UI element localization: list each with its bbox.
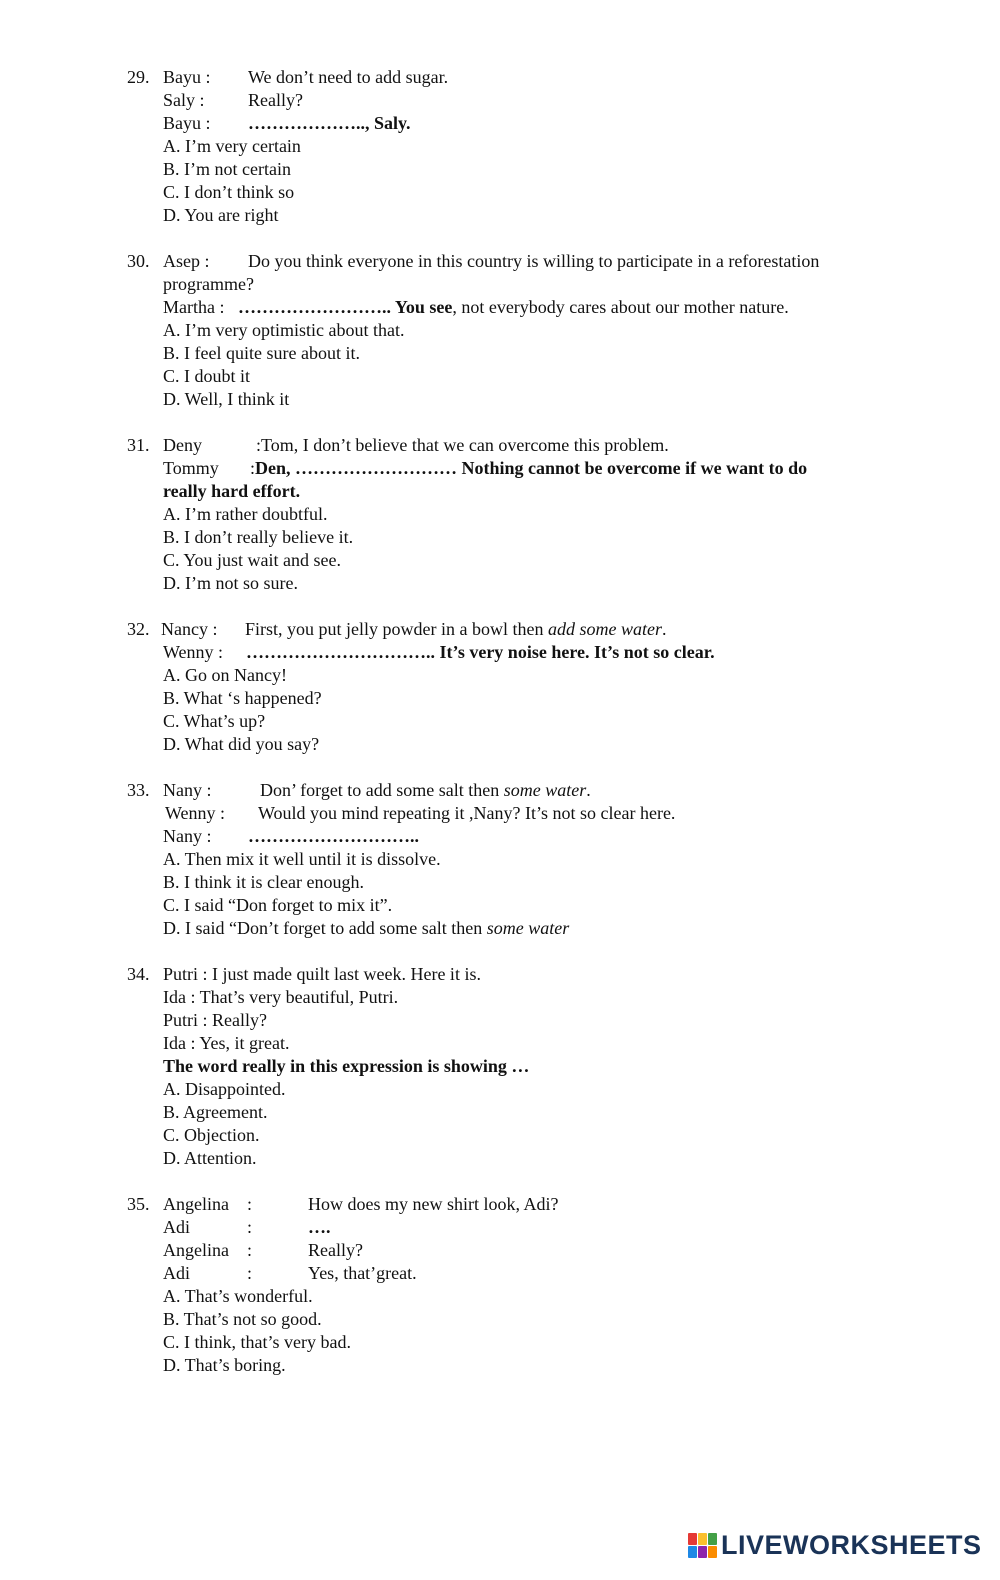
speaker: Bayu : xyxy=(163,67,211,87)
dialogue-line: Do you think everyone in this country is willing to participate in a reforestation xyxy=(248,251,820,271)
option-a[interactable]: A. I’m rather doubtful. xyxy=(163,504,328,524)
option-d[interactable]: D. What did you say? xyxy=(163,734,320,754)
speaker: Nancy : xyxy=(161,619,218,639)
option-a[interactable]: A. I’m very optimistic about that. xyxy=(163,320,405,340)
speaker: Tommy xyxy=(163,458,219,478)
dialogue-text: Don’ forget to add some salt then xyxy=(260,780,504,800)
dialogue-line: First, you put jelly powder in a bowl then add some water. xyxy=(245,619,667,639)
colon: : xyxy=(247,1263,253,1283)
dialogue-line: Yes, that’great. xyxy=(308,1263,417,1283)
logo-blocks-icon xyxy=(688,1533,717,1558)
speaker: Wenny : xyxy=(165,803,226,823)
answer-blank: ………………………….. It’s very noise here. It’s not so clear. xyxy=(246,642,715,662)
option-b[interactable]: B. I feel quite sure about it. xyxy=(163,343,360,363)
colon: : xyxy=(247,1194,253,1214)
dialogue-line: Really? xyxy=(248,90,303,110)
option-d[interactable]: D. You are right xyxy=(163,205,279,225)
dialogue-line: Really? xyxy=(308,1240,363,1260)
dialogue-line: Putri : Really? xyxy=(163,1010,267,1030)
question-number: 32. xyxy=(127,619,150,639)
colon: : xyxy=(247,1240,253,1260)
option-b[interactable]: B. What ‘s happened? xyxy=(163,688,322,708)
dialogue-line-cont: programme? xyxy=(163,274,254,294)
option-c[interactable]: C. I doubt it xyxy=(163,366,251,386)
logo-block xyxy=(708,1546,717,1558)
option-d[interactable]: D. Well, I think it xyxy=(163,389,290,409)
option-b[interactable]: B. I think it is clear enough. xyxy=(163,872,364,892)
option-b[interactable]: B. I’m not certain xyxy=(163,159,291,179)
colon: : xyxy=(250,458,256,478)
option-c[interactable]: C. You just wait and see. xyxy=(163,550,342,570)
speaker: Nany : xyxy=(163,826,212,846)
speaker: Adi xyxy=(163,1217,190,1237)
option-b[interactable]: B. That’s not so good. xyxy=(163,1309,322,1329)
dialogue-line xyxy=(250,457,807,480)
answer-blank: …. xyxy=(308,1217,331,1237)
logo-text: LIVEWORKSHEETS xyxy=(721,1529,982,1560)
option-c[interactable]: C. Objection. xyxy=(163,1125,260,1145)
logo-block xyxy=(698,1546,707,1558)
answer-blank: Den, ……………………… Nothing cannot be overcome if we want to do xyxy=(255,458,808,478)
option-c[interactable]: C. What’s up? xyxy=(163,711,266,731)
option-a[interactable]: A. Go on Nancy! xyxy=(163,665,287,685)
option-d[interactable]: D. I’m not so sure. xyxy=(163,573,298,593)
dialogue-line: We don’t need to add sugar. xyxy=(248,67,449,87)
option-a[interactable]: A. Disappointed. xyxy=(163,1079,286,1099)
option-a[interactable]: A. I’m very certain xyxy=(163,136,301,156)
dialogue-text: First, you put jelly powder in a bowl then xyxy=(245,619,548,639)
speaker: Saly : xyxy=(163,90,205,110)
speaker: Adi xyxy=(163,1263,190,1283)
liveworksheets-logo[interactable] xyxy=(688,1530,982,1560)
option-c[interactable]: C. I think, that’s very bad. xyxy=(163,1332,351,1352)
question-number: 30. xyxy=(127,251,150,271)
speaker: Bayu : xyxy=(163,113,211,133)
question-prompt: The word really in this expression is showing … xyxy=(163,1056,530,1076)
logo-block xyxy=(688,1546,697,1558)
speaker: Deny xyxy=(163,435,202,455)
option-d[interactable]: D. Attention. xyxy=(163,1148,257,1168)
answer-blank: …………………….. You see xyxy=(237,297,453,317)
question-number: 34. xyxy=(127,964,150,984)
question-number: 33. xyxy=(127,780,150,800)
dialogue-line: How does my new shirt look, Adi? xyxy=(308,1194,559,1214)
speaker: Nany : xyxy=(163,780,212,800)
option-d[interactable]: D. That’s boring. xyxy=(163,1355,286,1375)
answer-blank: ……………….., Saly. xyxy=(248,113,411,133)
dialogue-line: Ida : Yes, it great. xyxy=(163,1033,290,1053)
speaker: Martha : xyxy=(163,297,225,317)
answer-blank: ……………………….. xyxy=(248,826,419,846)
question-number: 31. xyxy=(127,435,150,455)
logo-block xyxy=(688,1533,697,1545)
option-b[interactable]: B. Agreement. xyxy=(163,1102,268,1122)
dialogue-italic: some water xyxy=(503,780,587,800)
question-number: 35. xyxy=(127,1194,150,1214)
dialogue-line: Ida : That’s very beautiful, Putri. xyxy=(163,987,399,1007)
dialogue-line-cont: really hard effort. xyxy=(163,481,301,501)
speaker: Wenny : xyxy=(163,642,224,662)
dialogue-text: , not everybody cares about our mother nature. xyxy=(452,297,789,317)
option-d-italic: some water xyxy=(486,918,570,938)
speaker: Angelina xyxy=(163,1194,229,1214)
dialogue-line xyxy=(163,296,789,319)
dialogue-line: Don’ forget to add some salt then some water. xyxy=(260,780,591,800)
colon: : xyxy=(247,1217,253,1237)
option-d[interactable] xyxy=(163,917,569,940)
option-b[interactable]: B. I don’t really believe it. xyxy=(163,527,354,547)
speaker: Angelina xyxy=(163,1240,229,1260)
logo-block xyxy=(708,1533,717,1545)
dialogue-italic: add some water xyxy=(547,619,662,639)
dialogue-line: Putri : I just made quilt last week. Here it is. xyxy=(163,964,481,984)
option-d-text: D. I said “Don’t forget to add some salt then xyxy=(163,918,487,938)
dialogue-line: Would you mind repeating it ,Nany? It’s not so clear here. xyxy=(258,803,676,823)
dialogue-line: :Tom, I don’t believe that we can overcome this problem. xyxy=(256,435,669,455)
question-number: 29. xyxy=(127,67,150,87)
option-a[interactable]: A. That’s wonderful. xyxy=(163,1286,313,1306)
logo-block xyxy=(698,1533,707,1545)
option-a[interactable]: A. Then mix it well until it is dissolve. xyxy=(163,849,441,869)
option-c[interactable]: C. I said “Don forget to mix it”. xyxy=(163,895,393,915)
option-c[interactable]: C. I don’t think so xyxy=(163,182,295,202)
speaker: Asep : xyxy=(163,251,210,271)
